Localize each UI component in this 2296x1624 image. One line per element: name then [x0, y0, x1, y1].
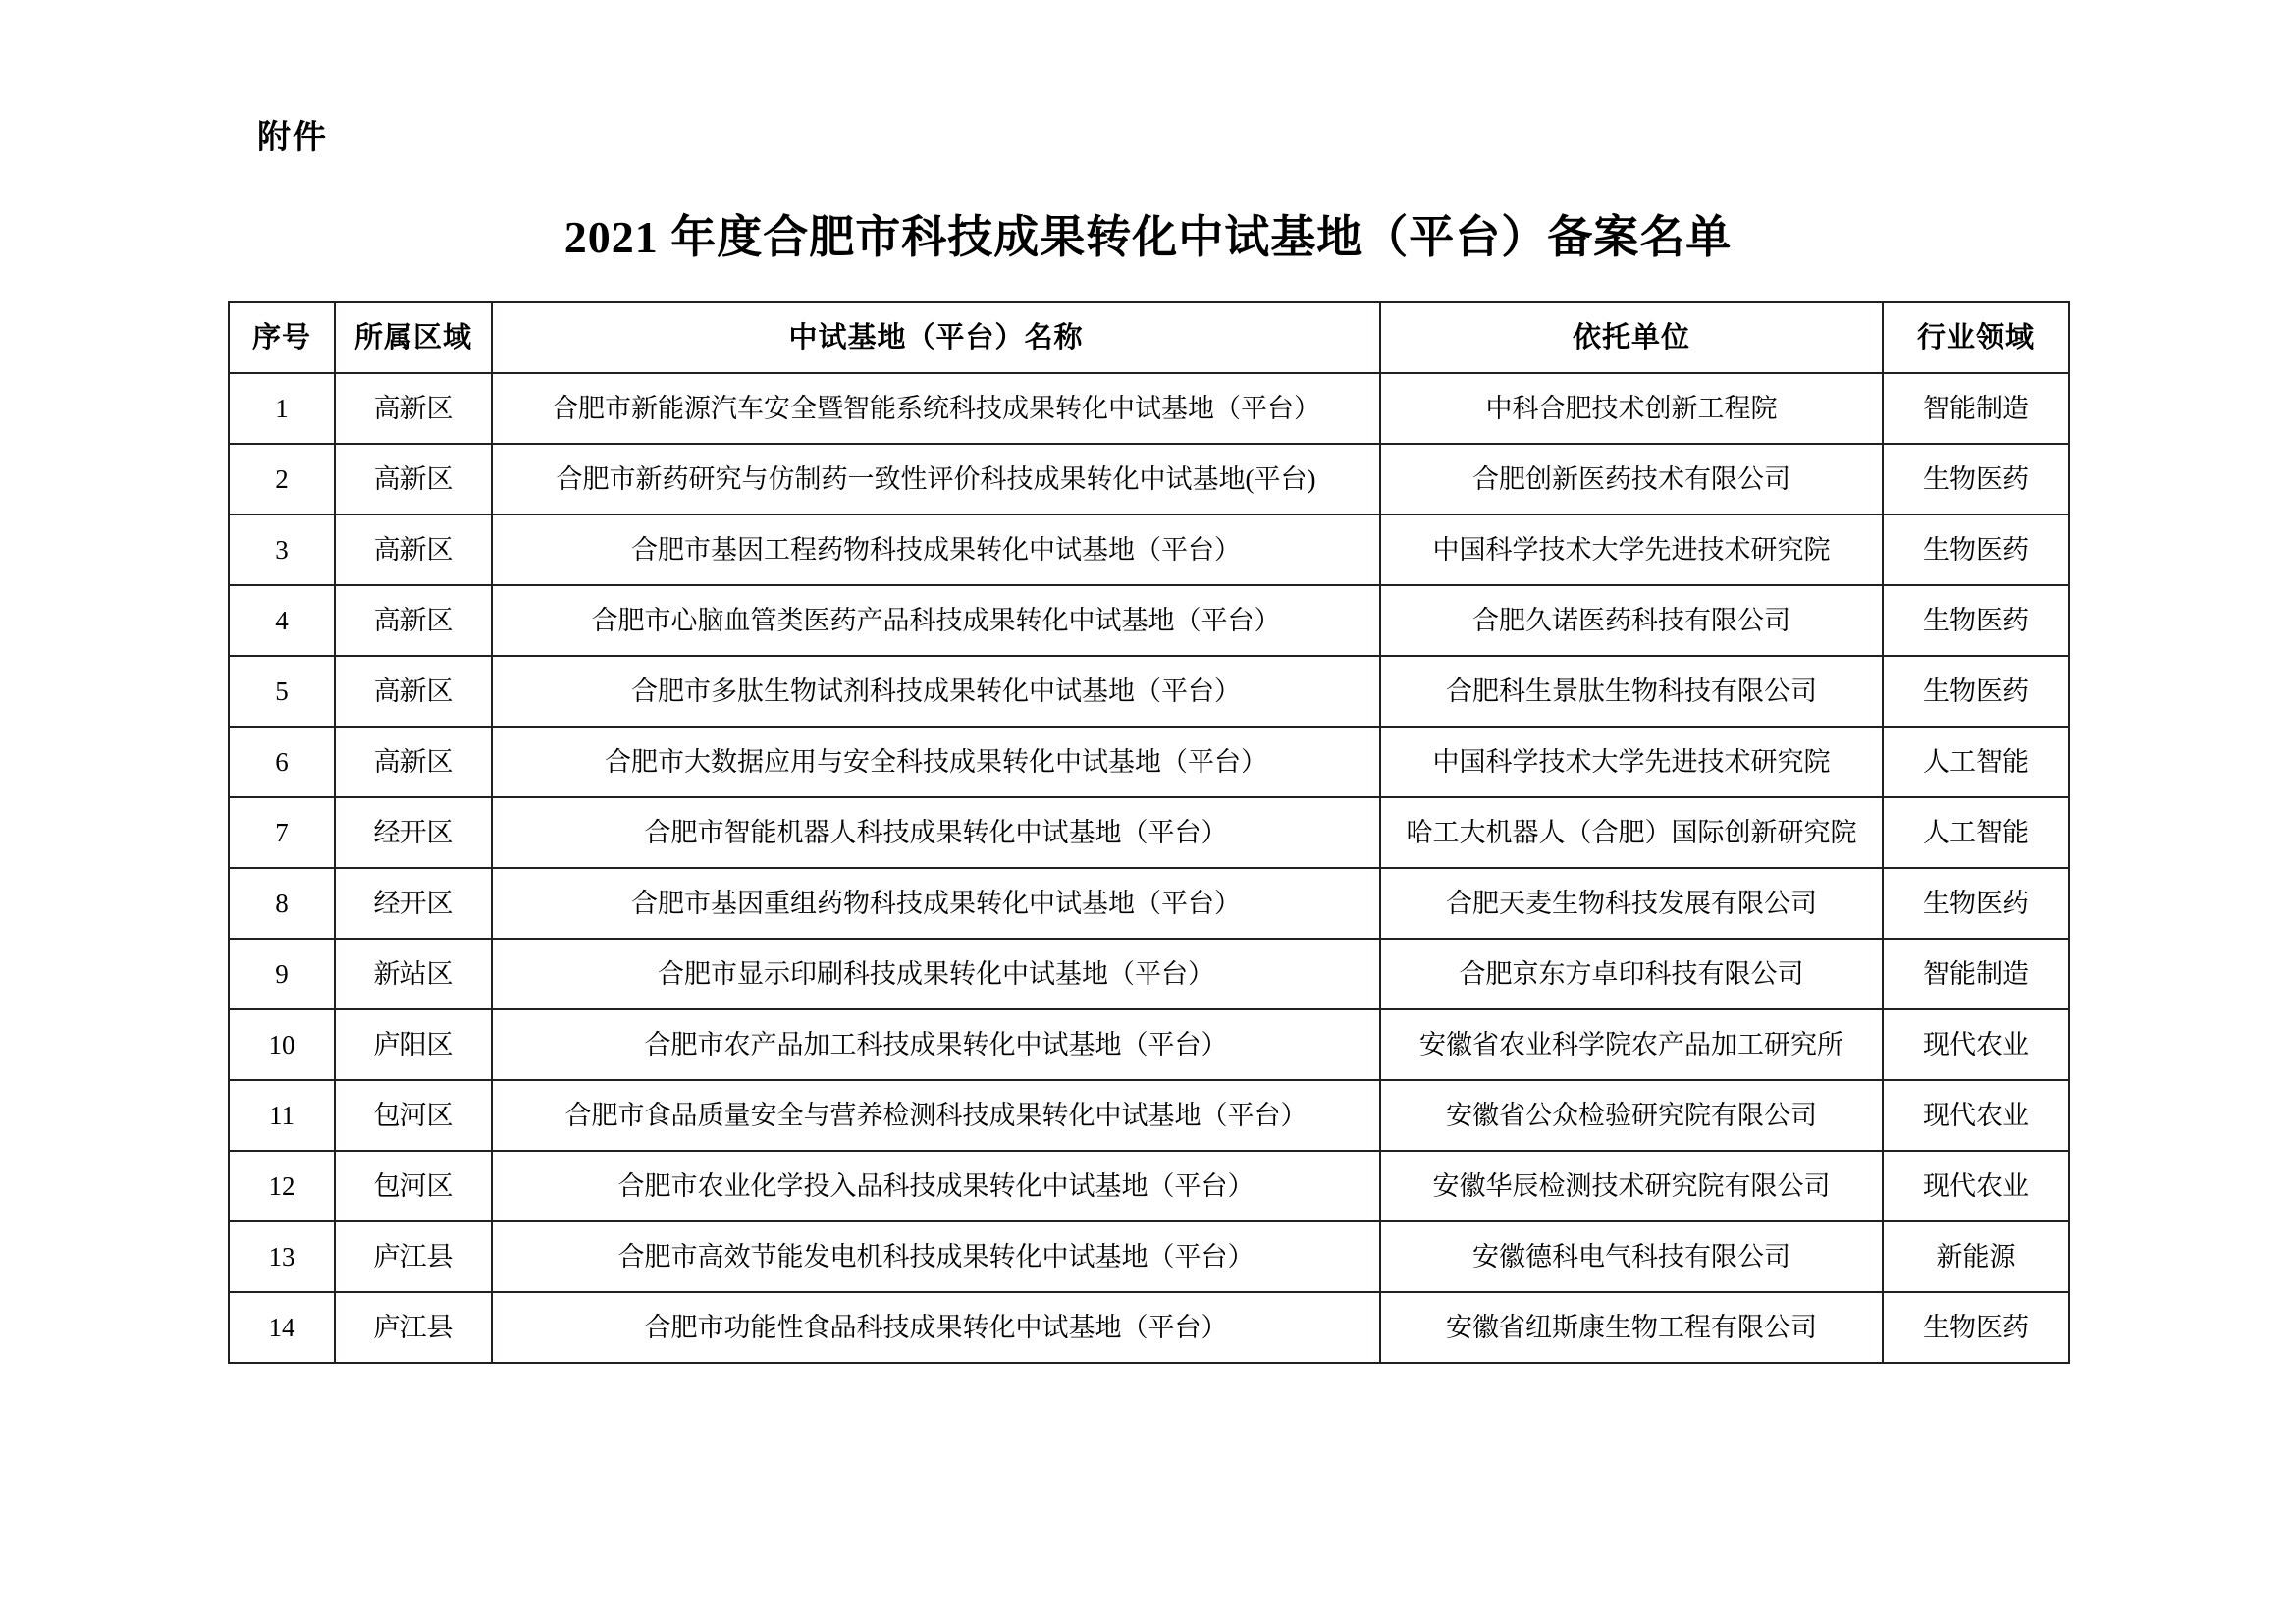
table-body [229, 373, 2069, 1363]
cell-name: 合肥市智能机器人科技成果转化中试基地（平台） [492, 797, 1380, 868]
cell-field: 生物医药 [1883, 514, 2069, 585]
table-row [229, 868, 2069, 939]
cell-field: 生物医药 [1883, 444, 2069, 514]
cell-index: 5 [229, 656, 335, 727]
cell-index: 11 [229, 1080, 335, 1151]
cell-field: 智能制造 [1883, 939, 2069, 1009]
cell-region: 高新区 [335, 514, 492, 585]
cell-name: 合肥市大数据应用与安全科技成果转化中试基地（平台） [492, 727, 1380, 797]
cell-region: 高新区 [335, 373, 492, 444]
cell-field: 人工智能 [1883, 727, 2069, 797]
cell-unit: 合肥天麦生物科技发展有限公司 [1380, 868, 1883, 939]
cell-unit: 中国科学技术大学先进技术研究院 [1380, 514, 1883, 585]
cell-index: 4 [229, 585, 335, 656]
cell-region: 高新区 [335, 585, 492, 656]
cell-name: 合肥市显示印刷科技成果转化中试基地（平台） [492, 939, 1380, 1009]
cell-region: 庐江县 [335, 1292, 492, 1363]
cell-name: 合肥市农业化学投入品科技成果转化中试基地（平台） [492, 1151, 1380, 1221]
table-header [229, 302, 2069, 373]
listing-table [228, 301, 2070, 1364]
table-row [229, 373, 2069, 444]
table-row [229, 444, 2069, 514]
cell-region: 庐阳区 [335, 1009, 492, 1080]
cell-unit: 安徽省纽斯康生物工程有限公司 [1380, 1292, 1883, 1363]
column-header-region: 所属区域 [335, 302, 492, 373]
cell-index: 14 [229, 1292, 335, 1363]
cell-index: 13 [229, 1221, 335, 1292]
cell-field: 生物医药 [1883, 585, 2069, 656]
page-title: 2021 年度合肥市科技成果转化中试基地（平台）备案名单 [563, 212, 1733, 262]
column-header-index: 序号 [229, 302, 335, 373]
cell-name: 合肥市基因重组药物科技成果转化中试基地（平台） [492, 868, 1380, 939]
table-row [229, 727, 2069, 797]
cell-unit: 合肥久诺医药科技有限公司 [1380, 585, 1883, 656]
table-row [229, 939, 2069, 1009]
cell-region: 庐江县 [335, 1221, 492, 1292]
cell-name: 合肥市食品质量安全与营养检测科技成果转化中试基地（平台） [492, 1080, 1380, 1151]
cell-name: 合肥市功能性食品科技成果转化中试基地（平台） [492, 1292, 1380, 1363]
column-header-field: 行业领域 [1883, 302, 2069, 373]
cell-unit: 安徽省农业科学院农产品加工研究所 [1380, 1009, 1883, 1080]
cell-unit: 安徽省公众检验研究院有限公司 [1380, 1080, 1883, 1151]
cell-name: 合肥市农产品加工科技成果转化中试基地（平台） [492, 1009, 1380, 1080]
cell-unit: 安徽德科电气科技有限公司 [1380, 1221, 1883, 1292]
cell-region: 高新区 [335, 656, 492, 727]
cell-region: 经开区 [335, 797, 492, 868]
cell-unit: 安徽华辰检测技术研究院有限公司 [1380, 1151, 1883, 1221]
cell-unit: 合肥科生景肽生物科技有限公司 [1380, 656, 1883, 727]
cell-name: 合肥市高效节能发电机科技成果转化中试基地（平台） [492, 1221, 1380, 1292]
table-row [229, 514, 2069, 585]
cell-name: 合肥市基因工程药物科技成果转化中试基地（平台） [492, 514, 1380, 585]
cell-region: 包河区 [335, 1151, 492, 1221]
cell-name: 合肥市心脑血管类医药产品科技成果转化中试基地（平台） [492, 585, 1380, 656]
cell-index: 8 [229, 868, 335, 939]
cell-index: 3 [229, 514, 335, 585]
cell-unit: 哈工大机器人（合肥）国际创新研究院 [1380, 797, 1883, 868]
table-row [229, 1221, 2069, 1292]
cell-index: 1 [229, 373, 335, 444]
cell-index: 10 [229, 1009, 335, 1080]
cell-name: 合肥市多肽生物试剂科技成果转化中试基地（平台） [492, 656, 1380, 727]
cell-index: 12 [229, 1151, 335, 1221]
cell-unit: 中国科学技术大学先进技术研究院 [1380, 727, 1883, 797]
table-row [229, 585, 2069, 656]
cell-field: 现代农业 [1883, 1151, 2069, 1221]
cell-index: 2 [229, 444, 335, 514]
listing-table-container [228, 301, 2068, 1364]
cell-unit: 中科合肥技术创新工程院 [1380, 373, 1883, 444]
cell-index: 9 [229, 939, 335, 1009]
table-row [229, 1009, 2069, 1080]
column-header-unit: 依托单位 [1380, 302, 1883, 373]
cell-region: 高新区 [335, 727, 492, 797]
cell-name: 合肥市新药研究与仿制药一致性评价科技成果转化中试基地(平台) [492, 444, 1380, 514]
cell-name: 合肥市新能源汽车安全暨智能系统科技成果转化中试基地（平台） [492, 373, 1380, 444]
table-row [229, 1151, 2069, 1221]
table-header-row [229, 302, 2069, 373]
table-row [229, 656, 2069, 727]
table-row [229, 1080, 2069, 1151]
cell-field: 智能制造 [1883, 373, 2069, 444]
cell-field: 现代农业 [1883, 1080, 2069, 1151]
cell-field: 生物医药 [1883, 1292, 2069, 1363]
cell-unit: 合肥京东方卓印科技有限公司 [1380, 939, 1883, 1009]
cell-index: 6 [229, 727, 335, 797]
cell-field: 人工智能 [1883, 797, 2069, 868]
cell-field: 新能源 [1883, 1221, 2069, 1292]
cell-region: 经开区 [335, 868, 492, 939]
table-row [229, 1292, 2069, 1363]
cell-region: 新站区 [335, 939, 492, 1009]
cell-field: 生物医药 [1883, 868, 2069, 939]
attachment-label: 附件 [257, 120, 328, 156]
column-header-name: 中试基地（平台）名称 [492, 302, 1380, 373]
cell-region: 高新区 [335, 444, 492, 514]
cell-unit: 合肥创新医药技术有限公司 [1380, 444, 1883, 514]
cell-field: 现代农业 [1883, 1009, 2069, 1080]
cell-region: 包河区 [335, 1080, 492, 1151]
table-row [229, 797, 2069, 868]
cell-index: 7 [229, 797, 335, 868]
cell-field: 生物医药 [1883, 656, 2069, 727]
